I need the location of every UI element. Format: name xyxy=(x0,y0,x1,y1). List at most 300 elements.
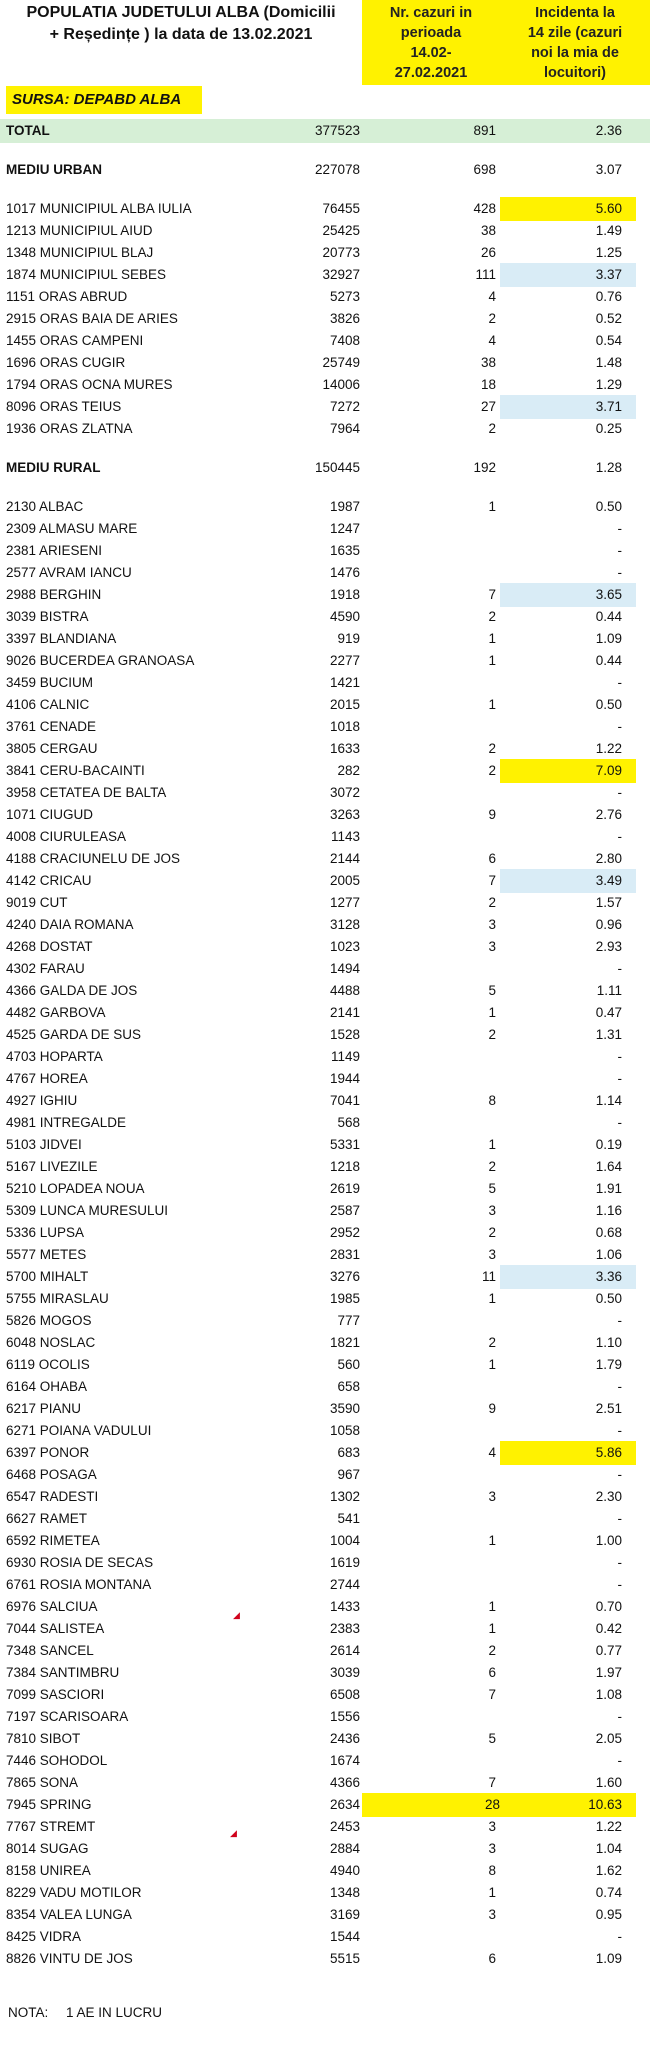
cases-value: 6 xyxy=(488,1951,496,1966)
incidence-value: 1.08 xyxy=(595,1687,622,1702)
population-value: 1985 xyxy=(329,1291,360,1306)
cases-value: 9 xyxy=(488,1401,496,1416)
incidence-value: 3.71 xyxy=(500,395,636,419)
population-value: 1018 xyxy=(329,719,360,734)
population-value: 7041 xyxy=(329,1093,360,1108)
cases-value xyxy=(362,1573,496,1597)
cases-value: 3 xyxy=(488,1247,496,1262)
table-row xyxy=(0,1177,650,1201)
incidence-value: 1.28 xyxy=(595,460,622,475)
locality-label: 6627 RAMET xyxy=(6,1511,88,1526)
table-row xyxy=(0,605,650,629)
cases-value: 698 xyxy=(473,162,496,177)
incidence-value: 1.00 xyxy=(595,1533,622,1548)
locality-label: 6930 ROSIA DE SECAS xyxy=(6,1555,154,1570)
header-incidence-line: 14 zile (cazuri xyxy=(527,25,623,41)
population-value: 3263 xyxy=(329,807,360,822)
locality-label: 8826 VINTU DE JOS xyxy=(6,1951,133,1966)
population-value: 2614 xyxy=(329,1643,360,1658)
incidence-value: 1.06 xyxy=(595,1247,622,1262)
population-value: 1143 xyxy=(330,829,360,844)
incidence-value: - xyxy=(617,1071,622,1086)
table-row xyxy=(0,285,650,309)
cases-value: 3 xyxy=(488,1907,496,1922)
population-value: 5273 xyxy=(329,289,360,304)
table-row xyxy=(0,759,650,783)
locality-label: 3805 CERGAU xyxy=(6,741,98,756)
population-value: 14006 xyxy=(322,377,360,392)
cases-value xyxy=(362,715,496,739)
incidence-value: 1.62 xyxy=(595,1863,622,1878)
cases-value xyxy=(362,1705,496,1729)
incidence-value: 1.09 xyxy=(595,631,622,646)
table-row xyxy=(0,1705,650,1729)
cases-value xyxy=(362,825,496,849)
locality-label: 5755 MIRASLAU xyxy=(6,1291,109,1306)
locality-label: 7865 SONA xyxy=(6,1775,79,1790)
incidence-value: 1.25 xyxy=(595,245,622,260)
incidence-value: 0.74 xyxy=(595,1885,622,1900)
incidence-value: - xyxy=(617,1753,622,1768)
population-value: 5331 xyxy=(329,1137,360,1152)
table-row xyxy=(0,158,650,182)
incidence-value: 1.04 xyxy=(595,1841,622,1856)
cases-value: 6 xyxy=(488,851,496,866)
incidence-value: 3.07 xyxy=(595,162,622,177)
population-value: 1821 xyxy=(329,1335,360,1350)
cases-value xyxy=(362,561,496,585)
locality-label: 4366 GALDA DE JOS xyxy=(6,983,138,998)
incidence-value: 1.10 xyxy=(595,1335,622,1350)
incidence-value: - xyxy=(617,565,622,580)
cases-value: 2 xyxy=(488,609,496,624)
population-value: 282 xyxy=(337,763,360,778)
population-value: 1058 xyxy=(329,1423,360,1438)
table-row xyxy=(0,1859,650,1883)
locality-label: 6547 RADESTI xyxy=(6,1489,99,1504)
table-row xyxy=(0,539,650,563)
locality-label: 7810 SIBOT xyxy=(6,1731,81,1746)
cases-value: 27 xyxy=(480,399,496,414)
incidence-value: 0.95 xyxy=(595,1907,622,1922)
incidence-value: - xyxy=(617,961,622,976)
population-value: 5515 xyxy=(329,1951,360,1966)
table-row xyxy=(0,781,650,805)
population-value: 568 xyxy=(337,1115,360,1130)
locality-label: 1348 MUNICIPIUL BLAJ xyxy=(6,245,154,260)
locality-label: 3841 CERU-BACAINTI xyxy=(6,763,145,778)
cases-value xyxy=(362,1309,496,1333)
incidence-value: - xyxy=(617,1577,622,1592)
header-cases-line: perioada xyxy=(400,25,462,41)
table-row xyxy=(0,649,650,673)
table-row xyxy=(0,219,650,243)
table-row xyxy=(0,1221,650,1245)
incidence-value: - xyxy=(617,1115,622,1130)
population-value: 7408 xyxy=(329,333,360,348)
locality-label: 9026 BUCERDEA GRANOASA xyxy=(6,653,195,668)
cases-value: 3 xyxy=(488,939,496,954)
cases-value: 26 xyxy=(480,245,496,260)
cases-value: 1 xyxy=(488,1621,496,1636)
incidence-value: 0.50 xyxy=(595,1291,622,1306)
table-row xyxy=(0,1199,650,1223)
cases-value: 1 xyxy=(488,653,496,668)
population-value: 1348 xyxy=(329,1885,360,1900)
population-value: 3826 xyxy=(329,311,360,326)
population-value: 2634 xyxy=(329,1797,360,1812)
locality-label: 1213 MUNICIPIUL AIUD xyxy=(6,223,153,238)
locality-label: 2915 ORAS BAIA DE ARIES xyxy=(6,311,178,326)
locality-label: 3958 CETATEA DE BALTA xyxy=(6,785,167,800)
cases-value xyxy=(362,671,496,695)
cases-value: 891 xyxy=(473,123,496,138)
locality-label: 5309 LUNCA MURESULUI xyxy=(6,1203,169,1218)
population-value: 1149 xyxy=(330,1049,360,1064)
locality-label: TOTAL xyxy=(6,123,50,138)
incidence-value: - xyxy=(617,1555,622,1570)
locality-label: 8158 UNIREA xyxy=(6,1863,91,1878)
incidence-value: 1.31 xyxy=(595,1027,622,1042)
table-row xyxy=(0,351,650,375)
incidence-value: 1.97 xyxy=(595,1665,622,1680)
header-cases-column xyxy=(362,0,500,85)
cases-value xyxy=(362,1375,496,1399)
locality-label: 7767 STREMT xyxy=(6,1819,96,1834)
header-cases-line: 27.02.2021 xyxy=(394,65,468,81)
population-value: 25749 xyxy=(322,355,360,370)
incidence-value: 1.22 xyxy=(595,741,622,756)
population-value: 777 xyxy=(337,1313,360,1328)
table-row xyxy=(0,1507,650,1531)
population-value: 1635 xyxy=(329,543,360,558)
incidence-value: - xyxy=(617,1929,622,1944)
incidence-value: 0.76 xyxy=(595,289,622,304)
table-row xyxy=(0,1639,650,1663)
locality-label: 1874 MUNICIPIUL SEBES xyxy=(6,267,167,282)
incidence-value: 0.68 xyxy=(595,1225,622,1240)
population-value: 150445 xyxy=(314,460,360,475)
population-value: 541 xyxy=(337,1511,360,1526)
incidence-value: 2.93 xyxy=(595,939,622,954)
table-row xyxy=(0,1837,650,1861)
table-row xyxy=(0,1815,650,1839)
header-incidence-column xyxy=(500,0,650,85)
incidence-value: 1.11 xyxy=(596,983,622,998)
population-value: 560 xyxy=(337,1357,360,1372)
cases-value xyxy=(362,517,496,541)
table-row xyxy=(0,1331,650,1355)
population-value: 1544 xyxy=(329,1929,360,1944)
population-value: 1918 xyxy=(329,587,360,602)
cases-value: 2 xyxy=(488,763,496,778)
population-value: 1218 xyxy=(329,1159,360,1174)
incidence-value: 1.29 xyxy=(595,377,622,392)
table-row xyxy=(0,583,650,607)
population-value: 2141 xyxy=(329,1005,360,1020)
incidence-value: 0.19 xyxy=(595,1137,622,1152)
locality-label: 8014 SUGAG xyxy=(6,1841,89,1856)
incidence-value: 0.77 xyxy=(595,1643,622,1658)
table-row xyxy=(0,1309,650,1333)
population-value: 3039 xyxy=(329,1665,360,1680)
table-row xyxy=(0,1067,650,1091)
table-row xyxy=(0,517,650,541)
table-row xyxy=(0,627,650,651)
table-row xyxy=(0,307,650,331)
locality-label: 1071 CIUGUD xyxy=(6,807,94,822)
locality-label: 5103 JIDVEI xyxy=(6,1137,82,1152)
locality-label: 5336 LUPSA xyxy=(6,1225,85,1240)
incidence-value: 0.50 xyxy=(595,697,622,712)
population-value: 1277 xyxy=(329,895,360,910)
cases-value: 18 xyxy=(480,377,496,392)
population-value: 25425 xyxy=(322,223,360,238)
table-row xyxy=(0,1529,650,1553)
table-row xyxy=(0,373,650,397)
locality-label: 8354 VALEA LUNGA xyxy=(6,1907,132,1922)
incidence-value: 2.51 xyxy=(595,1401,622,1416)
locality-label: MEDIU RURAL xyxy=(6,460,101,475)
incidence-value: 0.70 xyxy=(595,1599,622,1614)
population-value: 2884 xyxy=(329,1841,360,1856)
locality-label: 2988 BERGHIN xyxy=(6,587,102,602)
cases-value: 1 xyxy=(488,1291,496,1306)
locality-label: 4188 CRACIUNELU DE JOS xyxy=(6,851,181,866)
cases-value: 6 xyxy=(488,1665,496,1680)
cases-value: 8 xyxy=(488,1863,496,1878)
cases-value: 7 xyxy=(488,587,496,602)
cases-value: 1 xyxy=(488,1137,496,1152)
locality-label: 5700 MIHALT xyxy=(6,1269,89,1284)
incidence-value: 0.25 xyxy=(595,421,622,436)
cases-value: 11 xyxy=(481,1269,496,1284)
table-row xyxy=(0,456,650,480)
locality-label: 5826 MOGOS xyxy=(6,1313,92,1328)
population-value: 76455 xyxy=(322,201,360,216)
population-value: 1476 xyxy=(329,565,360,580)
table-row xyxy=(0,715,650,739)
population-value: 1633 xyxy=(329,741,360,756)
locality-label: 6217 PIANU xyxy=(6,1401,82,1416)
cases-value: 8 xyxy=(488,1093,496,1108)
cases-value: 1 xyxy=(488,1533,496,1548)
header-cases-line: 14.02- xyxy=(410,45,452,61)
population-value: 20773 xyxy=(322,245,360,260)
population-value: 6508 xyxy=(329,1687,360,1702)
locality-label: 4240 DAIA ROMANA xyxy=(6,917,134,932)
table-row xyxy=(0,1947,650,1971)
note-label: NOTA: xyxy=(8,2005,49,2020)
population-value: 3072 xyxy=(329,785,360,800)
incidence-value: 1.57 xyxy=(595,895,622,910)
incidence-value: 10.63 xyxy=(500,1793,636,1817)
table-row xyxy=(0,1683,650,1707)
cases-value xyxy=(362,1463,496,1487)
incidence-value: 1.79 xyxy=(595,1357,622,1372)
incidence-value: - xyxy=(617,1423,622,1438)
incidence-value: 3.65 xyxy=(500,583,636,607)
population-value: 4940 xyxy=(329,1863,360,1878)
header-cases-line: Nr. cazuri in xyxy=(389,5,473,21)
cases-value: 4 xyxy=(488,1445,496,1460)
header-incidence-line: locuitori) xyxy=(543,65,607,81)
cases-value: 9 xyxy=(488,807,496,822)
locality-label: 6119 OCOLIS xyxy=(6,1357,90,1372)
locality-label: 7348 SANCEL xyxy=(6,1643,94,1658)
population-value: 7272 xyxy=(329,399,360,414)
locality-label: 3459 BUCIUM xyxy=(6,675,94,690)
cases-value xyxy=(362,539,496,563)
locality-label: 6164 OHABA xyxy=(6,1379,88,1394)
population-value: 1433 xyxy=(329,1599,360,1614)
table-row xyxy=(0,1617,650,1641)
population-value: 1302 xyxy=(329,1489,360,1504)
incidence-value: 1.14 xyxy=(595,1093,622,1108)
incidence-value: 0.50 xyxy=(595,499,622,514)
cases-value: 3 xyxy=(488,917,496,932)
cases-value: 7 xyxy=(488,873,496,888)
incidence-value: 0.47 xyxy=(595,1005,622,1020)
cases-value: 4 xyxy=(488,333,496,348)
cases-value: 2 xyxy=(488,895,496,910)
population-value: 1004 xyxy=(329,1533,360,1548)
incidence-value: 0.42 xyxy=(595,1621,622,1636)
population-value: 2436 xyxy=(329,1731,360,1746)
table-row xyxy=(0,825,650,849)
locality-label: 9019 CUT xyxy=(6,895,68,910)
population-value: 2144 xyxy=(329,851,360,866)
locality-label: 1151 ORAS ABRUD xyxy=(6,289,128,304)
population-value: 2744 xyxy=(329,1577,360,1592)
cases-value: 28 xyxy=(362,1793,500,1817)
cases-value xyxy=(362,781,496,805)
header-incidence-line: Incidenta la xyxy=(535,5,615,21)
incidence-value: 5.86 xyxy=(500,1441,636,1465)
population-value: 32927 xyxy=(322,267,360,282)
cases-value: 2 xyxy=(488,741,496,756)
table-row xyxy=(0,1155,650,1179)
cases-value: 2 xyxy=(488,311,496,326)
locality-label: 5577 METES xyxy=(6,1247,87,1262)
locality-label: 4703 HOPARTA xyxy=(6,1049,103,1064)
population-value: 3276 xyxy=(329,1269,360,1284)
population-value: 7964 xyxy=(329,421,360,436)
table-row xyxy=(0,1375,650,1399)
locality-label: 7446 SOHODOL xyxy=(6,1753,108,1768)
table-row xyxy=(0,1287,650,1311)
incidence-value: - xyxy=(617,675,622,690)
incidence-value: 1.91 xyxy=(595,1181,622,1196)
population-value: 377523 xyxy=(314,123,360,138)
population-value: 1421 xyxy=(329,675,360,690)
header-population-title xyxy=(0,0,362,85)
locality-label: 4302 FARAU xyxy=(6,961,85,976)
incidence-value: 2.36 xyxy=(595,123,622,138)
incidence-value: 2.05 xyxy=(595,1731,622,1746)
cases-value: 1 xyxy=(488,499,496,514)
locality-label: 1936 ORAS ZLATNA xyxy=(6,421,133,436)
population-value: 1494 xyxy=(329,961,360,976)
incidence-value: - xyxy=(617,785,622,800)
incidence-value: - xyxy=(617,1379,622,1394)
population-value: 2587 xyxy=(329,1203,360,1218)
population-value: 1674 xyxy=(329,1753,360,1768)
table-row xyxy=(0,1749,650,1773)
cases-value: 3 xyxy=(488,1489,496,1504)
locality-label: 2577 AVRAM IANCU xyxy=(6,565,132,580)
incidence-value: - xyxy=(617,1467,622,1482)
population-value: 3169 xyxy=(329,1907,360,1922)
table-row xyxy=(0,1573,650,1597)
incidence-value: - xyxy=(617,1709,622,1724)
locality-label: 2309 ALMASU MARE xyxy=(6,521,138,536)
locality-label: 3397 BLANDIANA xyxy=(6,631,117,646)
locality-label: 6761 ROSIA MONTANA xyxy=(6,1577,152,1592)
population-value: 1556 xyxy=(329,1709,360,1724)
locality-label: 8425 VIDRA xyxy=(6,1929,82,1944)
cases-value xyxy=(362,1067,496,1091)
cases-value: 2 xyxy=(488,1643,496,1658)
table-row xyxy=(0,1397,650,1421)
population-value: 967 xyxy=(337,1467,360,1482)
table-row xyxy=(0,1353,650,1377)
incidence-value: 1.22 xyxy=(595,1819,622,1834)
locality-label: 1017 MUNICIPIUL ALBA IULIA xyxy=(6,201,192,216)
table-row xyxy=(0,1001,650,1025)
locality-label: 1455 ORAS CAMPENI xyxy=(6,333,144,348)
table-row xyxy=(0,119,650,143)
locality-label: 4106 CALNIC xyxy=(6,697,90,712)
locality-label: MEDIU URBAN xyxy=(6,162,102,177)
locality-label: 7044 SALISTEA xyxy=(6,1621,105,1636)
cases-value: 5 xyxy=(488,1181,496,1196)
locality-label: 6048 NOSLAC xyxy=(6,1335,96,1350)
table-row xyxy=(0,1771,650,1795)
incidence-value: - xyxy=(617,1049,622,1064)
cases-value: 38 xyxy=(480,223,496,238)
cases-value: 7 xyxy=(488,1687,496,1702)
table-row xyxy=(0,263,650,287)
incidence-value: 1.48 xyxy=(595,355,622,370)
cases-value: 3 xyxy=(488,1819,496,1834)
header-title-line: + Reședințe ) la data de 13.02.2021 xyxy=(49,26,313,43)
locality-label: 5210 LOPADEA NOUA xyxy=(6,1181,145,1196)
table-row xyxy=(0,417,650,441)
population-value: 227078 xyxy=(314,162,360,177)
cases-value xyxy=(362,957,496,981)
table-row xyxy=(0,671,650,695)
cases-value: 2 xyxy=(488,1159,496,1174)
cases-value: 1 xyxy=(488,697,496,712)
population-value: 2831 xyxy=(329,1247,360,1262)
cases-value: 3 xyxy=(488,1203,496,1218)
table-row xyxy=(0,1595,650,1619)
incidence-value: 0.44 xyxy=(595,609,622,624)
population-value: 2453 xyxy=(329,1819,360,1834)
locality-label: 2381 ARIESENI xyxy=(6,543,103,558)
cases-value: 2 xyxy=(488,421,496,436)
locality-label: 4008 CIURULEASA xyxy=(6,829,127,844)
incidence-value: 1.09 xyxy=(595,1951,622,1966)
table-row xyxy=(0,1045,650,1069)
table-row xyxy=(0,1551,650,1575)
locality-label: 1794 ORAS OCNA MURES xyxy=(6,377,173,392)
incidence-value: - xyxy=(617,543,622,558)
note-text: 1 AE IN LUCRU xyxy=(66,2005,163,2020)
cases-value: 1 xyxy=(488,631,496,646)
locality-label: 4482 GARBOVA xyxy=(6,1005,106,1020)
